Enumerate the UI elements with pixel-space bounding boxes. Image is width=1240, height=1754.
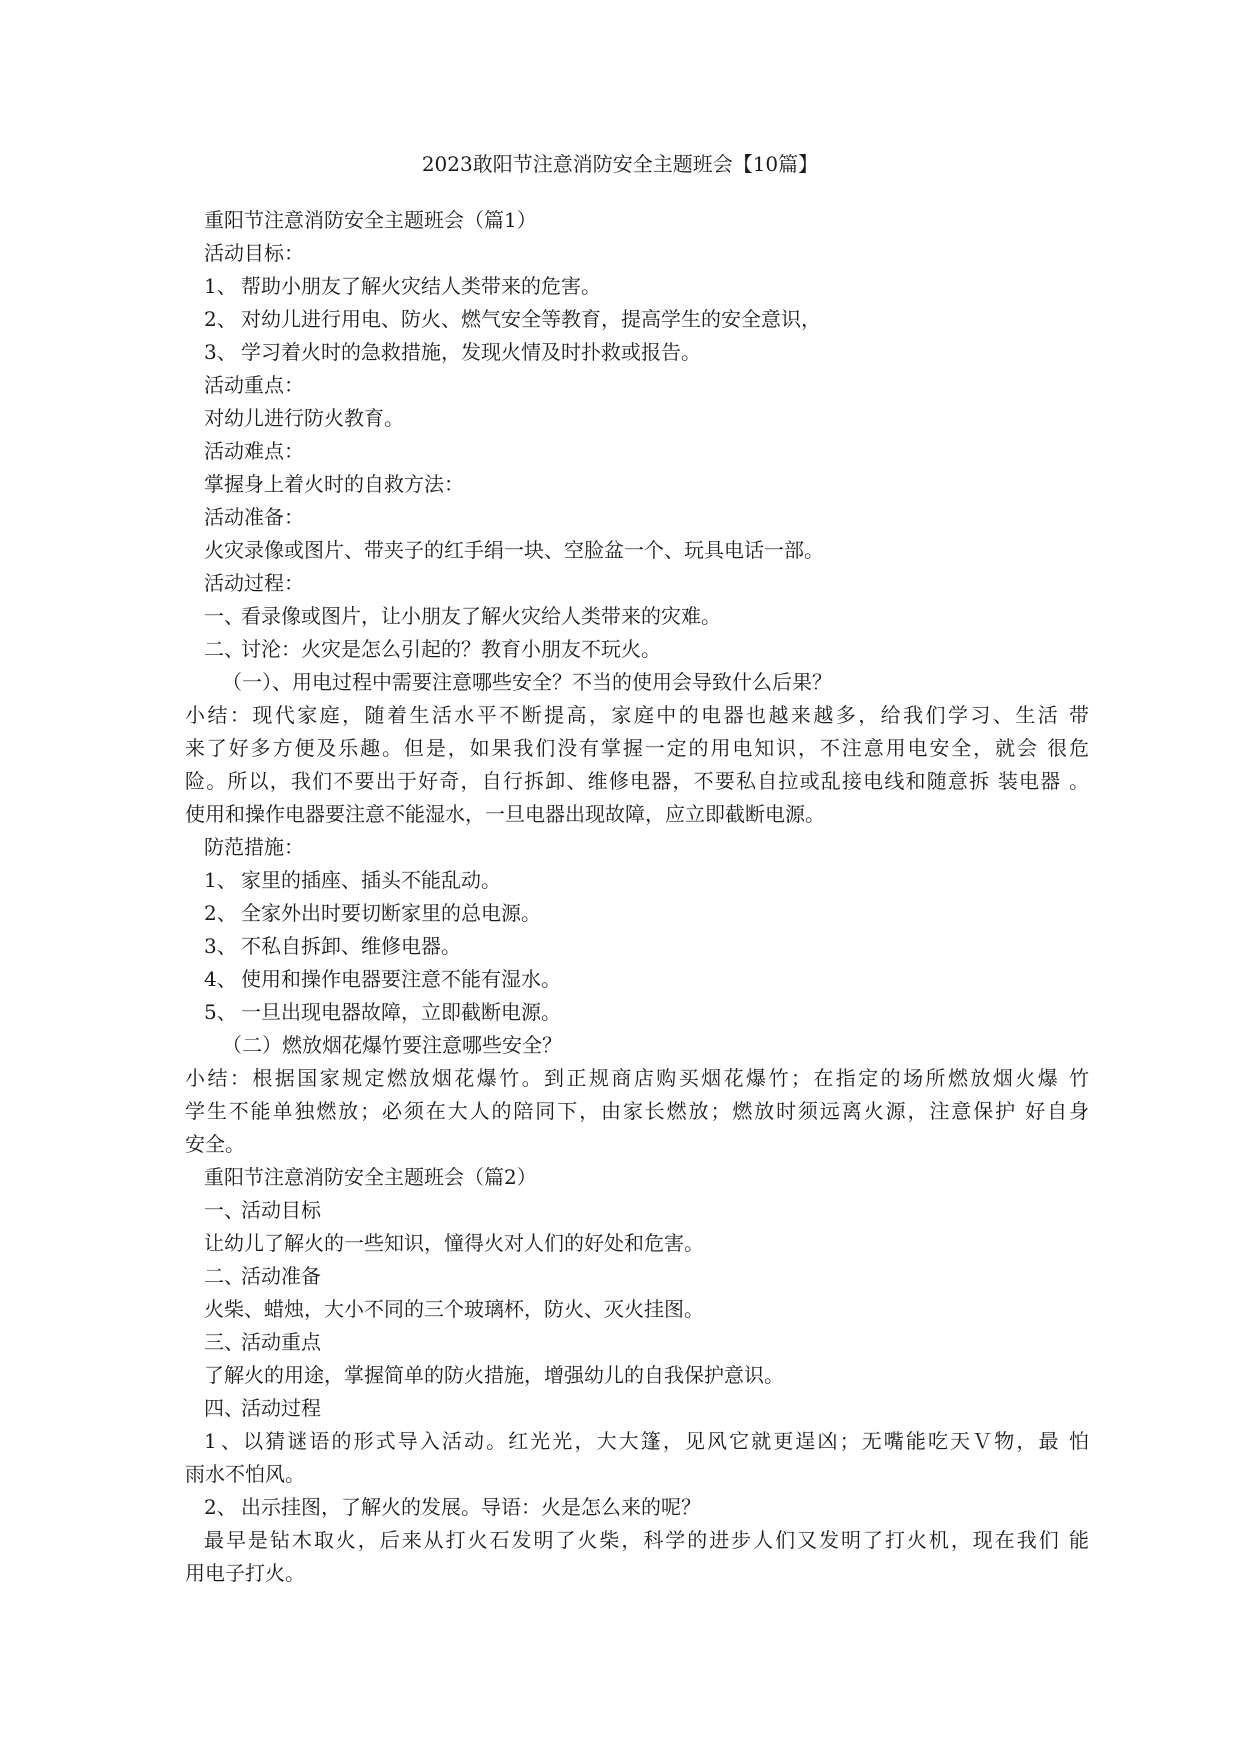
line-text: 小结：根据国家规定燃放烟花爆竹。到正规商店购买烟花爆竹；在指定的场所燃放烟火爆 竹: [185, 1066, 1089, 1090]
line-text: 重阳节注意消防安全主题班会（篇1）: [204, 208, 537, 232]
document-body: [0, 204, 1240, 1590]
line-text: 使用和操作电器要注意不能湿水，一旦电器出现故障，应立即截断电源。: [185, 802, 825, 826]
text-line: [0, 864, 1240, 897]
text-line: [0, 930, 1240, 963]
text-line: [0, 1095, 1089, 1128]
text-line: [0, 468, 1240, 501]
text-line: [0, 1326, 1240, 1359]
list-number: 二、: [204, 1264, 244, 1288]
text-line: [0, 699, 1089, 732]
text-line: [0, 402, 1240, 435]
text-line: [0, 798, 1240, 831]
line-text: 不私自拆卸、维修电器。: [241, 934, 461, 958]
line-text: 学生不能单独燃放；必须在大人的陪同下，由家长燃放；燃放时须远离火源，注意保护 好自身: [185, 1099, 1089, 1123]
list-number: 三、: [204, 1330, 244, 1354]
text-line: [0, 1128, 1240, 1161]
line-text: 火灾录像或图片、带夹子的红手绢一块、空脸盆一个、玩具电话一部。: [204, 538, 824, 562]
line-text: 火柴、蜡烛，大小不同的三个玻璃杯，防火、灭火挂图。: [204, 1297, 704, 1321]
text-line: [0, 369, 1240, 402]
list-number: 3、: [204, 340, 237, 364]
list-number: 四、: [204, 1396, 244, 1420]
text-line: [0, 270, 1240, 303]
line-text: 来了好多方便及乐趣。但是，如果我们没有掌握一定的用电知识，不注意用电安全，就会 很危: [185, 736, 1089, 760]
text-line: [0, 534, 1240, 567]
line-text: （一）、用电过程中需要注意哪些安全？不当的使用会导致什么后果？: [222, 670, 832, 694]
text-line: [0, 765, 1089, 798]
text-line: [0, 501, 1240, 534]
text-line: [0, 204, 1240, 237]
line-text: 让幼儿了解火的一些知识，憧得火对人们的好处和危害。: [204, 1231, 704, 1255]
line-text: 看录像或图片，让小朋友了解火灾给人类带来的灾难。: [241, 604, 721, 628]
line-text: 活动准备：: [204, 505, 304, 529]
text-line: [0, 336, 1240, 369]
text-line: [0, 435, 1240, 468]
text-line: [0, 1359, 1240, 1392]
line-text: 对幼儿进行用电、防火、燃气安全等教育，提高学生的安全意识，: [241, 307, 821, 331]
list-number: 2、: [204, 307, 237, 331]
list-number: 4、: [204, 967, 237, 991]
list-number: 1、: [204, 274, 237, 298]
list-number: 二、: [204, 637, 244, 661]
line-text: 重阳节注意消防安全主题班会（篇2）: [204, 1165, 537, 1189]
text-line: [0, 1491, 1240, 1524]
text-line: [0, 1260, 1240, 1293]
line-text: 活动难点：: [204, 439, 304, 463]
line-text: 全家外出时要切断家里的总电源。: [241, 901, 541, 925]
text-line: [0, 666, 1240, 699]
line-text: 安全。: [185, 1132, 245, 1156]
line-text: 活动目标：: [204, 241, 304, 265]
line-text: 最早是钻木取火，后来从打火石发明了火柴，科学的进步人们又发明了打火机，现在我们 能: [204, 1528, 1089, 1552]
text-line: [0, 963, 1240, 996]
document-title: 2023敢阳节注意消防安全主题班会【10篇】: [421, 152, 819, 176]
list-number: 3、: [204, 934, 237, 958]
text-line: [0, 1062, 1089, 1095]
list-number: 一、: [204, 604, 244, 628]
line-text: 活动重点: [241, 1330, 321, 1354]
text-line: [0, 897, 1240, 930]
text-line: [0, 600, 1240, 633]
line-text: 讨沦：火灾是怎么引起的？教育小朋友不玩火。: [241, 637, 661, 661]
list-number: 1、: [204, 868, 237, 892]
line-text: 活动准备: [241, 1264, 321, 1288]
list-number: 5、: [204, 1000, 237, 1024]
line-text: 雨水不怕风。: [185, 1462, 305, 1486]
line-text: 出示挂图，了解火的发展。导语：火是怎么来的呢？: [241, 1495, 701, 1519]
list-number: 一、: [204, 1198, 244, 1222]
text-line: [0, 1029, 1240, 1062]
text-line: [0, 1458, 1240, 1491]
line-text: 险。所以，我们不要出于好奇，自行拆卸、维修电器，不要私自拉或乱接电线和随意拆 装电器 。: [185, 769, 1089, 793]
list-number: 1、: [204, 1429, 241, 1453]
text-line: [0, 303, 1240, 336]
text-line: [0, 1293, 1240, 1326]
text-line: [0, 1227, 1240, 1260]
line-text: 活动过程：: [204, 571, 304, 595]
line-text: 以猜谜语的形式导入活动。红光光，大大篷，见风它就更逞凶；无嘴能吃天Ｖ物，最 怕: [241, 1429, 1089, 1453]
line-text: 小结：现代家庭，随着生活水平不断提高，家庭中的电器也越来越多，给我们学习、生活 带: [185, 703, 1089, 727]
text-line: [0, 1161, 1240, 1194]
line-text: 防范措施：: [204, 835, 304, 859]
list-number: 2、: [204, 901, 237, 925]
text-line: [0, 831, 1240, 864]
line-text: 家里的插座、插头不能乱动。: [241, 868, 501, 892]
text-line: [0, 567, 1240, 600]
line-text: 活动过程: [241, 1396, 321, 1420]
line-text: （二）燃放烟花爆竹要注意哪些安全？: [222, 1033, 562, 1057]
line-text: 掌握身上着火时的自救方法：: [204, 472, 464, 496]
text-line: [0, 1392, 1240, 1425]
line-text: 对幼儿进行防火教育。: [204, 406, 404, 430]
text-line: [0, 1524, 1089, 1557]
line-text: 用电子打火。: [185, 1561, 305, 1585]
line-text: 活动目标: [241, 1198, 321, 1222]
text-line: [0, 1425, 1089, 1458]
text-line: [0, 996, 1240, 1029]
line-text: 活动重点：: [204, 373, 304, 397]
line-text: 了解火的用途，掌握简单的防火措施，增强幼儿的自我保护意识。: [204, 1363, 784, 1387]
text-line: [0, 237, 1240, 270]
line-text: 一旦出现电器故障，立即截断电源。: [241, 1000, 561, 1024]
line-text: 使用和操作电器要注意不能有湿水。: [241, 967, 561, 991]
line-text: 学习着火时的急救措施，发现火情及时扑救或报告。: [241, 340, 701, 364]
text-line: [0, 1557, 1240, 1590]
text-line: [0, 732, 1089, 765]
text-line: [0, 633, 1240, 666]
text-line: [0, 1194, 1240, 1227]
line-text: 帮助小朋友了解火灾结人类带来的危害。: [241, 274, 601, 298]
list-number: 2、: [204, 1495, 237, 1519]
